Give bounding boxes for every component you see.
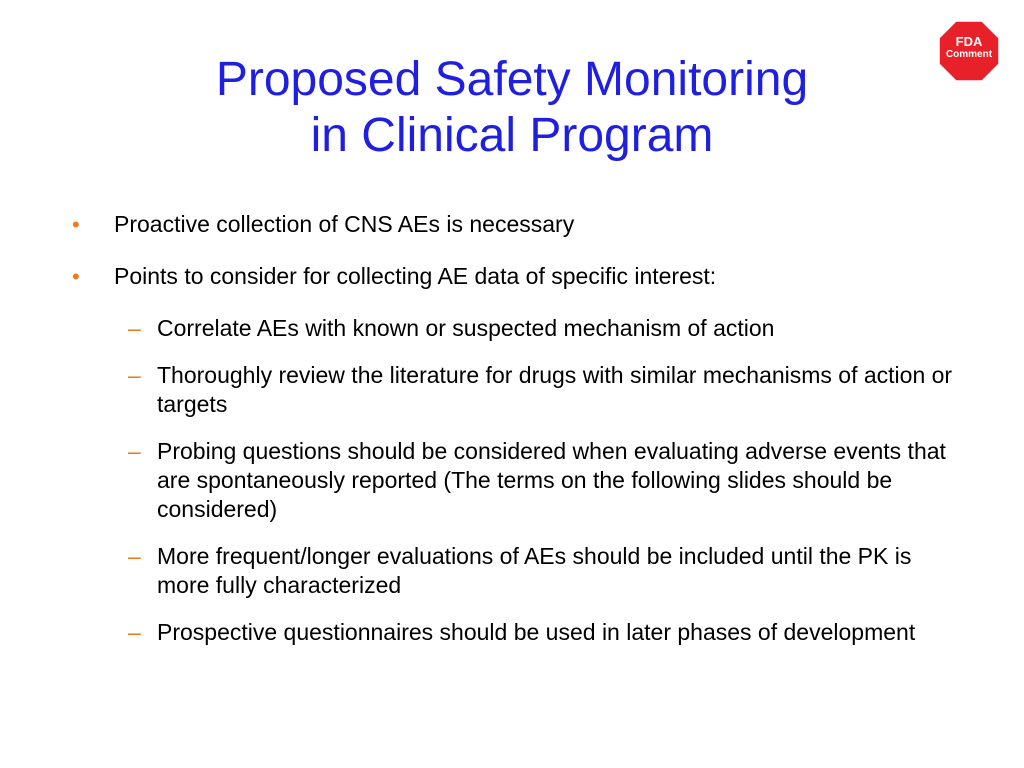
slide-content [72,210,962,665]
sub-bullet-item [72,437,962,524]
badge-line-1: FDA [955,34,983,49]
sub-bullet-marker: – [128,543,141,569]
sub-bullet-item [72,618,962,647]
sub-bullet-item [72,542,962,600]
bullet-marker: • [72,264,80,289]
sub-bullet-marker: – [128,362,141,388]
bullet-text: Proactive collection of CNS AEs is necessary [114,211,575,237]
sub-bullet-text: More frequent/longer evaluations of AEs should be included until the PK is more fully characterized [157,543,912,598]
badge-line-2: Comment [945,49,993,60]
sub-bullet-marker: – [128,315,141,341]
bullet-item [72,262,962,291]
sub-bullet-marker: – [128,438,141,464]
sub-bullet-text: Probing questions should be considered when evaluating adverse events that are spontaneously reported (The terms on the following slides should be considered) [157,438,946,522]
sub-bullet-item [72,314,962,343]
sub-bullet-text: Correlate AEs with known or suspected mechanism of action [157,315,775,341]
sub-bullet-item [72,361,962,419]
fda-comment-badge [938,20,1000,82]
sub-bullet-text: Thoroughly review the literature for drugs with similar mechanisms of action or targets [157,362,953,417]
sub-bullet-marker: – [128,619,141,645]
bullet-text: Points to consider for collecting AE data of specific interest: [114,263,717,289]
title-line-1: Proposed Safety Monitoring [215,53,809,106]
sub-bullet-text: Prospective questionnaires should be used in later phases of development [157,619,916,645]
bullet-item [72,210,962,239]
bullet-marker: • [72,212,80,237]
slide-title [100,52,924,164]
title-line-2: in Clinical Program [310,109,714,162]
